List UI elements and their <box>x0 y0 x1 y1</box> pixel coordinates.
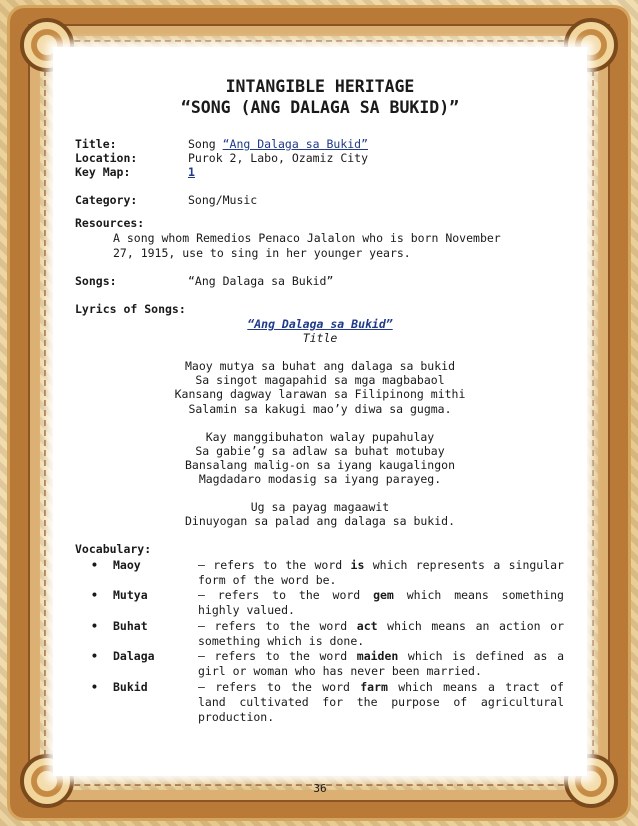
lyric-line: Bansalang malig-on sa iyang kaugalingon <box>184 458 456 472</box>
vocabulary-term: Maoy <box>113 558 141 572</box>
song-title-row <box>53 317 587 331</box>
lyric-line: Kay manggibuhaton walay pupahulay <box>205 430 435 444</box>
bullet-icon: • <box>91 649 98 663</box>
vocabulary-term: Buhat <box>113 619 148 633</box>
vocabulary-definition: – refers to the word farm which means a tract of land cultivated for the purpose of agricultural production. <box>198 680 564 724</box>
vocabulary-label: Vocabulary: <box>75 542 152 556</box>
lyric-line: Maoy mutya sa buhat ang dalaga sa bukid <box>184 359 456 373</box>
songs-value: “Ang Dalaga sa Bukid” <box>188 274 334 288</box>
lyric-line: Sa gabie’g sa adlaw sa buhat motubay <box>195 444 445 458</box>
vocabulary-term: Bukid <box>113 680 148 694</box>
bullet-icon: • <box>91 619 98 633</box>
bullet-icon: • <box>91 588 98 602</box>
keymap-link[interactable]: 1 <box>188 165 195 179</box>
song-title-caption: Title <box>302 331 338 345</box>
title-prefix: Song <box>188 137 223 151</box>
location-label: Location: <box>75 151 138 165</box>
lyrics-label: Lyrics of Songs: <box>75 302 186 316</box>
lyric-line: Dinuyogan sa palad ang dalaga sa bukid. <box>184 514 456 528</box>
lyric-line: Salamin sa kakugi mao’y diwa sa gugma. <box>188 402 452 416</box>
page-number: 36 <box>313 782 327 795</box>
category-value: Song/Music <box>188 193 258 207</box>
lyric-line: Ug sa payag magaawit <box>250 500 390 514</box>
vocabulary-term: Dalaga <box>113 649 155 663</box>
title-link[interactable]: “Ang Dalaga sa Bukid” <box>222 137 369 151</box>
vocabulary-definition: – refers to the word is which represents a singular form of the word be. <box>198 558 564 587</box>
heading-line-2: “SONG (ANG DALAGA SA BUKID)” <box>180 98 460 117</box>
bullet-icon: • <box>91 558 98 572</box>
vocabulary-term: Mutya <box>113 588 148 602</box>
vocabulary-definition: – refers to the word gem which means something highly valued. <box>198 588 564 617</box>
lyric-line: Magdadaro modasig sa iyang parayeg. <box>198 472 442 486</box>
title-label: Title: <box>75 137 117 151</box>
heading-line-1: INTANGIBLE HERITAGE <box>225 77 415 96</box>
vocabulary-definition: – refers to the word act which means an action or something which is done. <box>198 619 564 648</box>
lyric-line: Kansang dagway larawan sa Filipinong mithi <box>174 387 466 401</box>
lyric-line: Sa singot magapahid sa mga magbabaol <box>195 373 445 387</box>
title-value <box>188 137 368 151</box>
document-content <box>53 47 587 795</box>
category-label: Category: <box>75 193 138 207</box>
resources-label: Resources: <box>75 216 145 230</box>
songs-label: Songs: <box>75 274 117 288</box>
location-value: Purok 2, Labo, Ozamiz City <box>188 151 369 165</box>
bullet-icon: • <box>91 680 98 694</box>
keymap-label: Key Map: <box>75 165 131 179</box>
resources-line-2: 27, 1915, use to sing in her younger years. <box>113 246 411 260</box>
vocabulary-definition: – refers to the word maiden which is defined as a girl or woman who has never been married. <box>198 649 564 678</box>
resources-line-1: A song whom Remedios Penaco Jalalon who is born November <box>113 231 501 245</box>
song-title-link[interactable]: “Ang Dalaga sa Bukid” <box>247 317 393 331</box>
